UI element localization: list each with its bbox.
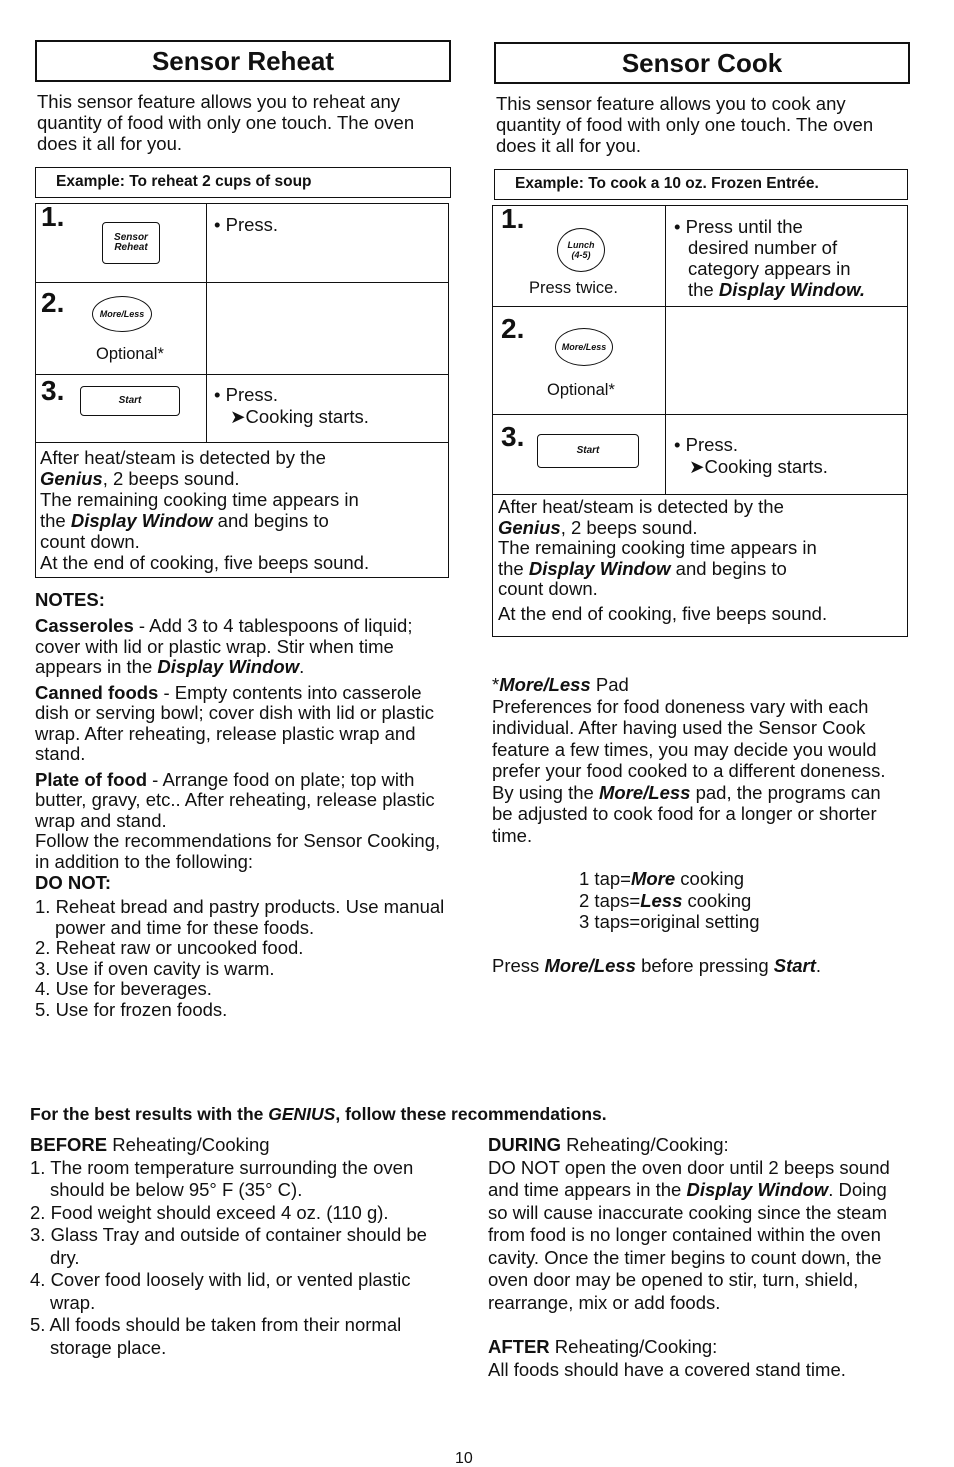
emphasis: Genius <box>498 516 561 538</box>
list-item: 3. Use if oven cavity is warm. <box>35 957 275 979</box>
text-span: 1 tap= <box>579 868 631 889</box>
do-not-heading: DO NOT: <box>35 872 112 893</box>
text-line: The remaining cooking time appears in <box>498 537 817 558</box>
text-line <box>498 518 903 539</box>
press-more-less-line <box>492 955 904 977</box>
text-span: Reheating/Cooking <box>107 1134 270 1155</box>
before-section <box>30 1134 448 1359</box>
list-item <box>579 890 904 912</box>
text-span: . Doing so will cause inaccurate cooking since the steam from food is no longer contained within the oven cavity. Once the timer begins to count down, the oven door may be opened to stir, turn, shield, rearrange, mix or add foods. <box>488 1179 887 1313</box>
pad-label: Reheat <box>114 242 148 253</box>
text-line: category appears in <box>688 258 851 279</box>
step-instruction: • Press. <box>674 434 739 455</box>
before-heading <box>30 1134 448 1157</box>
text-line: After heat/steam is detected by the <box>498 496 784 517</box>
list-item: 5. Use for frozen foods. <box>35 998 228 1020</box>
text-span: . <box>815 954 822 976</box>
optional-caption: Optional* <box>96 345 164 363</box>
after-paragraph: All foods should have a covered stand time. <box>488 1358 846 1380</box>
emphasis: More/Less <box>544 954 636 976</box>
step-number: 1. <box>41 201 65 232</box>
note-canned-foods <box>35 683 445 765</box>
divider <box>206 204 207 442</box>
text-span: the <box>688 279 719 300</box>
emphasis: More/Less <box>499 674 591 695</box>
divider <box>36 374 448 375</box>
list-item: 3. Glass Tray and outside of container should be dry. <box>30 1224 427 1268</box>
text-line: count down. <box>498 578 598 599</box>
more-less-heading <box>492 674 904 696</box>
text-line <box>674 279 909 300</box>
during-section <box>488 1134 908 1381</box>
more-less-pad-icon: More/Less <box>92 296 152 332</box>
divider <box>493 414 907 415</box>
text-span: - Empty contents into casserole dish or serving bowl; cover dish with lid or plastic wrap. After reheating, release plastic wrap and stand. <box>35 681 434 764</box>
note-casseroles <box>35 616 445 678</box>
step-number: 2. <box>501 313 525 344</box>
emphasis: Less <box>640 889 683 911</box>
text-span: and begins to <box>670 557 787 579</box>
list-item: 4. Use for beverages. <box>35 978 212 999</box>
text-span: , follow these recommendations. <box>335 1104 607 1124</box>
step-instruction: • Press. <box>214 214 279 235</box>
sensor-cook-title-text: Sensor Cook <box>621 48 783 78</box>
text-span: , 2 beeps sound. <box>560 516 698 538</box>
sensor-reheat-after-text <box>40 447 445 573</box>
text-line: At the end of cooking, five beeps sound. <box>498 602 828 624</box>
text-span: , 2 beeps sound. <box>102 468 240 489</box>
emphasis: Display Window <box>528 557 671 579</box>
emphasis: More/Less <box>598 781 691 803</box>
note-label: Canned foods <box>35 681 159 703</box>
list-item: 1. The room temperature surrounding the oven should be below 95° F (35° C). <box>30 1156 414 1200</box>
text-span: Reheating/Cooking: <box>560 1134 729 1155</box>
press-twice-caption: Press twice. <box>529 279 618 297</box>
text-span: For the best results with the <box>30 1104 269 1124</box>
pad-label: Lunch <box>567 240 595 250</box>
text-span: . <box>299 656 305 677</box>
text-span: * <box>492 674 500 695</box>
emphasis: Start <box>773 954 816 976</box>
list-item: 2. Food weight should exceed 4 oz. (110 g). <box>30 1201 389 1223</box>
text-span: cooking <box>682 889 752 911</box>
step-number: 2. <box>41 287 65 318</box>
emphasis: Display Window <box>70 510 213 531</box>
emphasis: Display Window. <box>718 279 865 300</box>
text-line: The remaining cooking time appears in <box>40 489 359 510</box>
text-span: 2 taps= <box>579 889 641 911</box>
pad-label: (4-5) <box>571 250 591 260</box>
pad-label: Sensor <box>114 232 148 243</box>
emphasis: Genius <box>40 468 103 489</box>
text-line: After heat/steam is detected by the <box>40 447 326 468</box>
during-paragraph <box>488 1157 908 1315</box>
emphasis: Display Window <box>686 1179 829 1200</box>
list-item: 5. All foods should be taken from their normal storage place. <box>30 1314 402 1358</box>
sensor-cook-example: Example: To cook a 10 oz. Frozen Entrée. <box>494 169 908 200</box>
sensor-reheat-title-text: Sensor Reheat <box>151 46 335 76</box>
do-not-list <box>35 897 445 1020</box>
start-pad-icon: Start <box>80 386 180 416</box>
divider <box>493 306 907 307</box>
sensor-cook-intro: This sensor feature allows you to cook any quantity of food with only one touch. The oven does it all for you. <box>496 93 874 156</box>
text-span: Reheating/Cooking: <box>549 1336 718 1357</box>
step-number: 3. <box>41 375 65 406</box>
text-span: before pressing <box>635 954 774 976</box>
text-span: Pad <box>590 674 629 695</box>
divider <box>665 206 666 494</box>
step-number: 3. <box>501 421 525 452</box>
during-heading <box>488 1134 908 1157</box>
text-span: the <box>498 557 529 579</box>
divider <box>36 282 448 283</box>
notes-section <box>35 589 445 1020</box>
sensor-cook-title <box>494 42 910 84</box>
optional-caption: Optional* <box>547 381 615 399</box>
list-item: 1. Reheat bread and pastry products. Use manual power and time for these foods. <box>35 896 445 938</box>
step-instruction: ➤Cooking starts. <box>230 406 369 427</box>
sensor-reheat-pad-icon <box>102 222 160 264</box>
text-line: desired number of <box>688 237 838 258</box>
divider <box>36 442 448 443</box>
sensor-reheat-steps-table <box>35 203 449 578</box>
text-span: - Arrange food on plate; top with butter, gravy, etc.. After reheating, release plastic wrap and stand. <box>35 768 435 831</box>
step-number: 1. <box>501 203 525 234</box>
sensor-cook-after-text <box>498 497 903 624</box>
step-instruction: • Press. <box>214 384 279 405</box>
note-label: Plate of food <box>35 768 148 790</box>
sensor-cook-steps-table <box>492 205 908 637</box>
list-item: 3 taps=original setting <box>579 911 760 932</box>
text-line <box>498 559 903 580</box>
list-item <box>579 868 904 890</box>
notes-heading: NOTES: <box>35 589 105 610</box>
step-instruction <box>674 216 909 300</box>
section-label: DURING <box>488 1134 561 1155</box>
text-span: and begins to <box>212 510 329 531</box>
sensor-reheat-example: Example: To reheat 2 cups of soup <box>35 167 451 198</box>
lunch-pad-icon <box>557 228 605 272</box>
text-span: the <box>40 510 71 531</box>
start-pad-icon: Start <box>537 434 639 468</box>
list-item: 2. Reheat raw or uncooked food. <box>35 937 304 958</box>
text-span: Press <box>492 954 545 976</box>
text-line <box>40 510 445 531</box>
text-span: DO NOT open the oven door until 2 beeps sound and time appears in the <box>488 1156 890 1200</box>
text-span: - Add 3 to 4 tablespoons of liquid; cover with lid or plastic wrap. Stir when time appears in the <box>35 615 413 677</box>
text-span: pad, the programs can be adjusted to cook food for a longer or shorter time. <box>492 781 881 846</box>
genius-heading <box>30 1104 607 1125</box>
more-less-paragraph <box>492 696 904 847</box>
page-number: 10 <box>455 1450 473 1467</box>
tap-list <box>492 868 904 933</box>
text-line: count down. <box>40 531 140 552</box>
emphasis: More <box>630 868 676 889</box>
section-label: AFTER <box>488 1336 550 1357</box>
more-less-section <box>492 674 904 976</box>
list-item: 4. Cover food loosely with lid, or vented plastic wrap. <box>30 1269 411 1313</box>
step-instruction: ➤Cooking starts. <box>689 456 828 477</box>
emphasis: GENIUS <box>268 1104 336 1124</box>
section-label: BEFORE <box>30 1134 108 1155</box>
after-heading <box>488 1336 908 1359</box>
text-span: Preferences for food doneness vary with each individual. After having used the Sensor Cook feature a few times, you may decide you would prefer your food cooked to a different doneness. By using the <box>492 695 886 803</box>
divider <box>493 494 907 495</box>
sensor-reheat-title <box>35 40 451 82</box>
sensor-reheat-intro: This sensor feature allows you to reheat any quantity of food with only one touch. The oven does it all for you. <box>37 91 415 154</box>
note-follow: Follow the recommendations for Sensor Cooking, in addition to the following: <box>35 830 441 872</box>
text-span: cooking <box>675 868 745 889</box>
text-line: At the end of cooking, five beeps sound. <box>40 552 370 573</box>
emphasis: Display Window <box>157 656 300 677</box>
text-line <box>40 468 445 489</box>
more-less-pad-icon: More/Less <box>555 328 613 366</box>
note-label: Casseroles <box>35 615 134 636</box>
note-plate-of-food <box>35 770 445 832</box>
text-line: • Press until the <box>674 216 803 237</box>
